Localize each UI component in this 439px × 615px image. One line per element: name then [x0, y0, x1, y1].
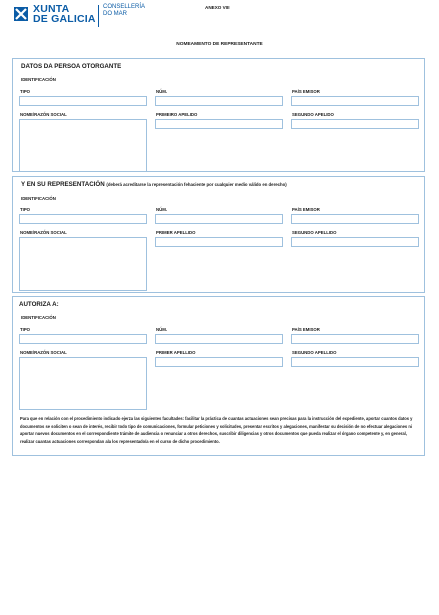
tipo-field[interactable] — [19, 214, 147, 224]
identification-label: IDENTIFICACIÓN — [21, 196, 56, 201]
apellido1-field[interactable] — [155, 237, 283, 247]
tipo-label: TIPO — [20, 89, 31, 94]
logo-line-1: XUNTA — [33, 3, 70, 15]
logo-divider — [98, 5, 99, 27]
apellido2-field[interactable] — [291, 237, 419, 247]
apellido2-label: SEGUNDO APELLIDO — [292, 230, 337, 235]
apellido2-label: SEGUNDO APELLIDO — [292, 350, 337, 355]
nome-label: NOME/RAZÓN SOCIAL — [20, 230, 67, 235]
tipo-field[interactable] — [19, 334, 147, 344]
section-title: AUTORIZA A: — [19, 301, 59, 308]
apellido1-label: PRIMER APELLIDO — [156, 230, 196, 235]
num-label: NÚM. — [156, 327, 167, 332]
num-field[interactable] — [155, 334, 283, 344]
num-field[interactable] — [155, 96, 283, 106]
apellido1-field[interactable] — [155, 357, 283, 367]
tipo-label: TIPO — [20, 207, 31, 212]
pais-field[interactable] — [291, 214, 419, 224]
num-label: NÚM. — [156, 89, 167, 94]
identification-label: IDENTIFICACIÓN — [21, 77, 56, 82]
faculties-paragraph: Para que en relación con el procedimiento indicado ejerza las siguientes facultades: facilitar la práctica de cuantas actuaciones sean precisas para la instrucción del expediente, aportar cuantos datos y documentos se soliciten o sean de interés, recibir todo tipo de comunicaciones, formular peticiones y solicitudes, presentar escritos y alegaciones, manifestar su decisión de no efectuar alegaciones ni aportar nuevos documentos en el correspondiente trámite de audiencia o renunciar a otros derechos, suscribir diligencias y otros documentos que pueda realizar el órgano competente y, en general, realizar cuantas actuaciones correspondan ala los representado/a en el curso de dicho procedimiento. — [20, 416, 413, 444]
department-name — [103, 4, 145, 18]
pais-label: PAÍS EMISOR — [292, 207, 320, 212]
section-grantor — [12, 58, 425, 172]
document-title: NOMEAMENTO DE REPRESENTANTE — [176, 42, 263, 47]
apelido2-field[interactable] — [291, 119, 419, 129]
nome-field[interactable] — [19, 237, 147, 291]
num-field[interactable] — [155, 214, 283, 224]
apellido1-label: PRIMER APELLIDO — [156, 350, 196, 355]
section-title: DATOS DA PERSOA OTORGANTE — [21, 63, 122, 70]
section-representation — [12, 176, 425, 293]
annex-label: ANEXO VIII — [205, 5, 230, 10]
apelido1-label: PRIMEIRO APELIDO — [156, 112, 198, 117]
nome-field[interactable] — [19, 119, 147, 172]
nome-label: NOME/RAZÓN SOCIAL — [20, 350, 67, 355]
logo-line-2: DE GALICIA — [33, 13, 96, 25]
logo-text — [33, 4, 96, 24]
nome-label: NOME/RAZÓN SOCIAL — [20, 112, 67, 117]
apellido2-field[interactable] — [291, 357, 419, 367]
pais-label: PAÍS EMISOR — [292, 89, 320, 94]
section-note: (deberá acreditarse la representación fehaciente por cualquier medio válido en derecho) — [106, 182, 287, 187]
dept-line-1: CONSELLERÍA — [103, 4, 146, 10]
identification-label: IDENTIFICACIÓN — [21, 315, 56, 320]
pais-label: PAÍS EMISOR — [292, 327, 320, 332]
pais-field[interactable] — [291, 334, 419, 344]
section-title — [21, 181, 287, 188]
num-label: NÚM. — [156, 207, 167, 212]
tipo-label: TIPO — [20, 327, 31, 332]
pais-field[interactable] — [291, 96, 419, 106]
apelido1-field[interactable] — [155, 119, 283, 129]
apelido2-label: SEGUNDO APELIDO — [292, 112, 334, 117]
xunta-logo-icon — [14, 7, 28, 21]
nome-field[interactable] — [19, 357, 147, 410]
dept-line-2: DO MAR — [103, 11, 127, 17]
tipo-field[interactable] — [19, 96, 147, 106]
section-title-text: Y EN SU REPRESENTACIÓN — [21, 181, 105, 188]
